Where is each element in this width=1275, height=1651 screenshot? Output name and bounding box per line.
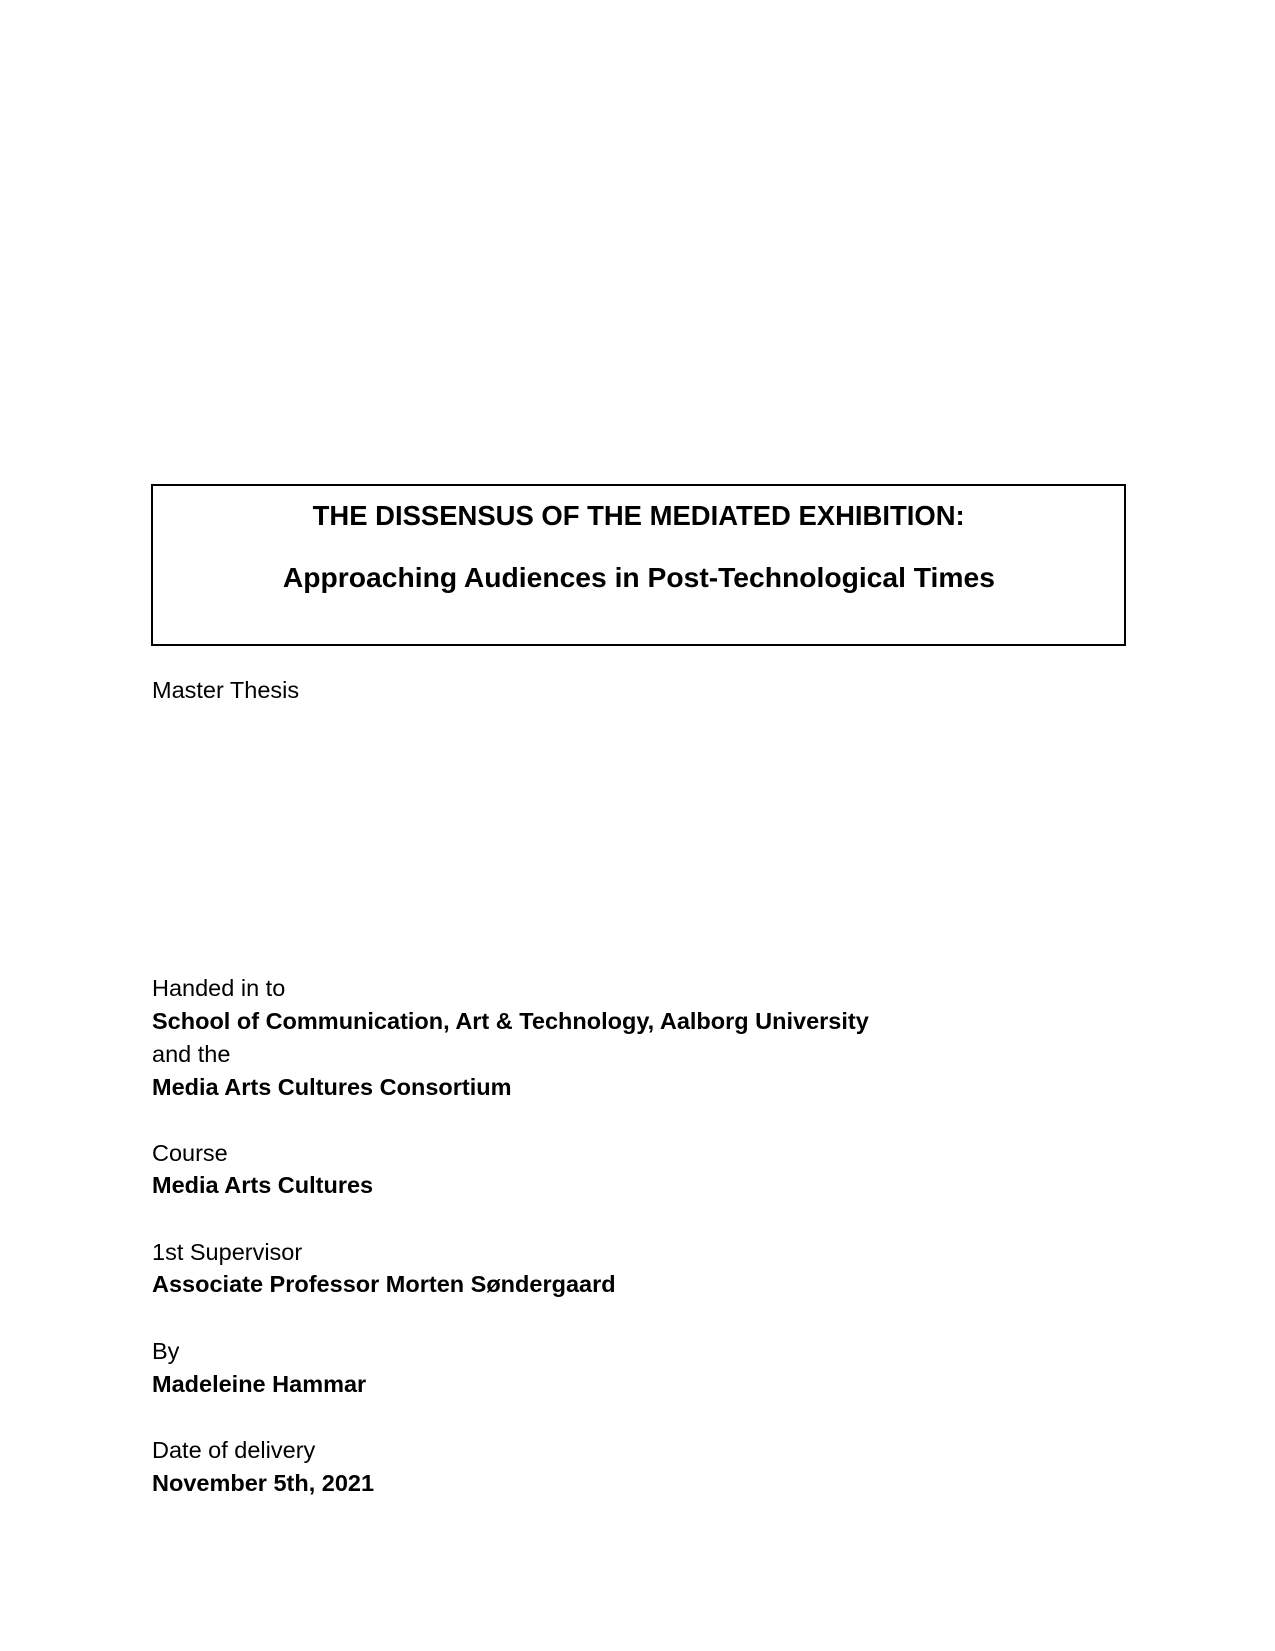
course-label: Course	[152, 1140, 228, 1166]
title-box	[151, 484, 1126, 646]
author-label: By	[152, 1338, 180, 1364]
supervisor-name: Associate Professor Morten Søndergaard	[152, 1271, 616, 1297]
document-type: Master Thesis	[152, 677, 300, 703]
thesis-title-text: THE DISSENSUS OF THE MEDIATED EXHIBITION:	[312, 500, 965, 531]
handed-in-conjunction: and the	[152, 1041, 231, 1067]
author-name: Madeleine Hammar	[152, 1371, 367, 1397]
thesis-subtitle	[153, 564, 1124, 592]
delivery-date-label: Date of delivery	[152, 1437, 316, 1463]
delivery-date: November 5th, 2021	[152, 1470, 375, 1496]
handed-in-label: Handed in to	[152, 975, 286, 1001]
thesis-title	[153, 502, 1124, 530]
course-name: Media Arts Cultures	[152, 1172, 374, 1198]
supervisor-label: 1st Supervisor	[152, 1239, 303, 1265]
consortium-name: Media Arts Cultures Consortium	[152, 1074, 512, 1100]
institution-name: School of Communication, Art & Technology, Aalborg University	[152, 1008, 869, 1034]
thesis-subtitle-text: Approaching Audiences in Post-Technological Times	[282, 562, 995, 593]
